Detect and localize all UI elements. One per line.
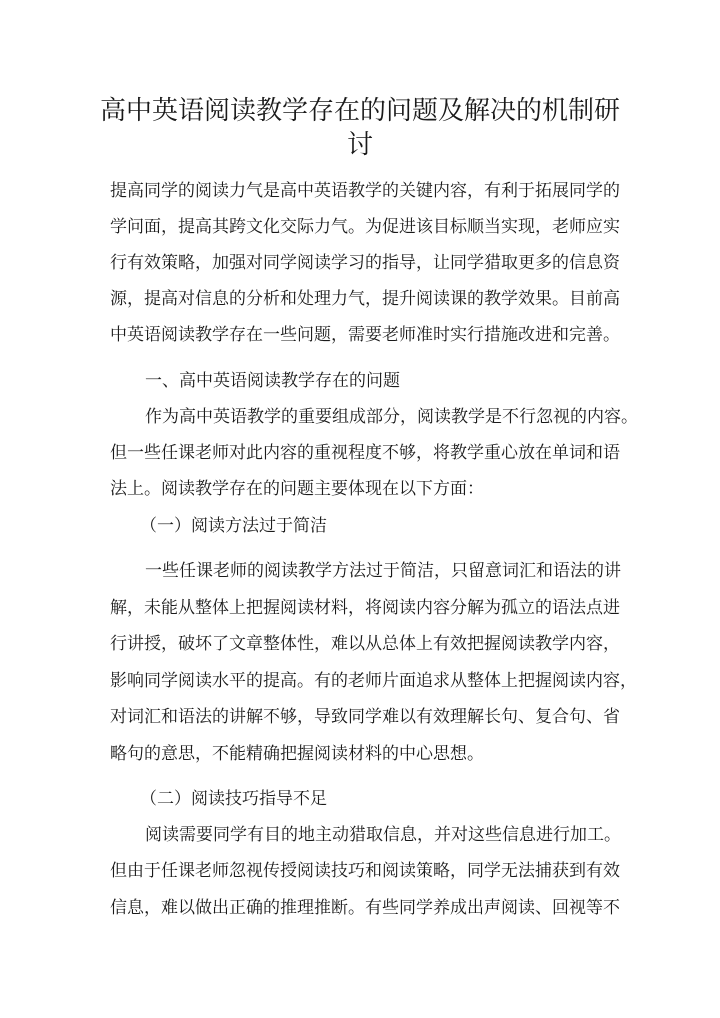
subsection-heading: （一）阅读方法过于简洁 — [140, 516, 327, 536]
subsection-line: 阅读需要同学有目的地主动猎取信息，并对这些信息进行加工。 — [145, 825, 621, 845]
subsection-line: 行讲授，破坏了文章整体性，难以从总体上有效把握阅读教学内容， — [110, 634, 620, 654]
section-line: 但一些任课老师对此内容的重视程度不够，将教学重心放在单词和语 — [110, 443, 620, 463]
section-line: 作为高中英语教学的重要组成部分，阅读教学是不行忽视的内容。 — [145, 407, 638, 427]
subsection-line: 信息，难以做出正确的推理推断。有些同学养成出声阅读、回视等不 — [110, 898, 620, 918]
document-title-line-2: 讨 — [346, 130, 373, 160]
section-line: 法上。阅读教学存在的问题主要体现在以下方面： — [110, 479, 484, 499]
subsection-heading: （二）阅读技巧指导不足 — [140, 789, 327, 809]
subsection-line: 对词汇和语法的讲解不够，导致同学难以有效理解长句、复合句、省 — [110, 707, 620, 727]
subsection-line: 一些任课老师的阅读教学方法过于简洁，只留意词汇和语法的讲 — [145, 561, 621, 581]
intro-line: 中英语阅读教学存在一些问题，需要老师准时实行措施改进和完善。 — [110, 325, 620, 345]
intro-line: 提高同学的阅读力气是高中英语教学的关键内容，有利于拓展同学的 — [110, 181, 620, 201]
subsection-line: 影响同学阅读水平的提高。有的老师片面追求从整体上把握阅读内容， — [110, 671, 637, 691]
intro-line: 学问面，提高其跨文化交际力气。为促进该目标顺当实现，老师应实 — [110, 217, 620, 237]
section-heading: 一、高中英语阅读教学存在的问题 — [145, 371, 400, 391]
intro-line: 行有效策略，加强对同学阅读学习的指导，让同学猎取更多的信息资 — [110, 253, 620, 273]
subsection-line: 但由于任课老师忽视传授阅读技巧和阅读策略，同学无法捕获到有效 — [110, 861, 620, 881]
subsection-line: 略句的意思，不能精确把握阅读材料的中心思想。 — [110, 744, 484, 764]
document-title-line-1: 高中英语阅读教学存在的问题及解决的机制研 — [100, 96, 621, 126]
subsection-line: 解，未能从整体上把握阅读材料，将阅读内容分解为孤立的语法点进 — [110, 598, 620, 618]
intro-line: 源，提高对信息的分析和处理力气，提升阅读课的教学效果。目前高 — [110, 289, 620, 309]
